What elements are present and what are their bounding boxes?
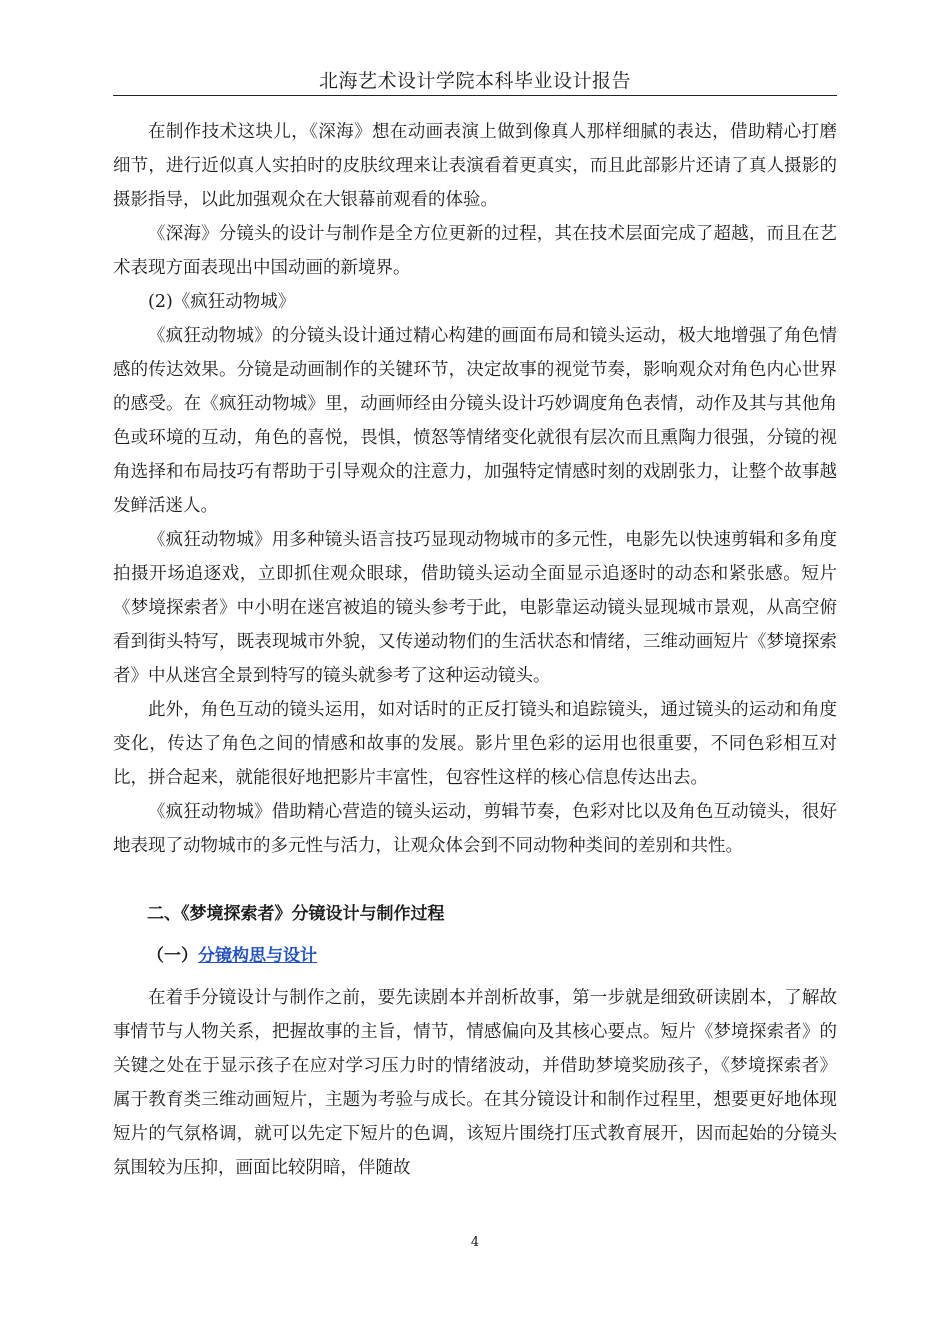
document-body: [113, 115, 837, 1185]
spacer: [113, 931, 837, 939]
page-header: 北海艺术设计学院本科毕业设计报告: [318, 70, 631, 92]
paragraph: 此外，角色互动的镜头运用，如对话时的正反打镜头和追踪镜头，通过镜头的运动和角度变化，传达了角色之间的情感和故事的发展。影片里色彩的运用也很重要，不同色彩相互对比，拼合起来，就能很好地把影片丰富性，包容性这样的核心信息传达出去。: [113, 700, 837, 788]
page-number: 4: [470, 1235, 480, 1250]
section-heading: 二、《梦境探索者》分镜设计与制作过程: [147, 904, 445, 924]
subsection-link[interactable]: 分镜构思与设计: [198, 946, 317, 966]
spacer: [113, 863, 837, 897]
paragraph: 《深海》分镜头的设计与制作是全方位更新的过程，其在技术层面完成了超越，而且在艺术表现方面表现出中国动画的新境界。: [113, 224, 837, 278]
subsection-label: (2)《疯狂动物城》: [148, 292, 296, 312]
paragraph: 在制作技术这块儿，《深海》想在动画表演上做到像真人那样细腻的表达，借助精心打磨细节，进行近似真人实拍时的皮肤纹理来让表演看着更真实，而且此部影片还请了真人摄影的摄影指导，以此加强观众在大银幕前观看的体验。: [113, 122, 837, 210]
subsection-heading: [113, 939, 837, 973]
paragraph: 《疯狂动物城》用多种镜头语言技巧显现动物城市的多元性，电影先以快速剪辑和多角度拍摄开场追逐戏，立即抓住观众眼球，借助镜头运动全面显示追逐时的动态和紧张感。短片《梦境探索者》中小明在迷宫被追的镜头参考于此，电影靠运动镜头显现城市景观，从高空俯看到街头特写，既表现城市外貌，又传递动物们的生活状态和情绪，三维动画短片《梦境探索者》中从迷宫全景到特写的镜头就参考了这种运动镜头。: [113, 530, 837, 686]
header-divider: [113, 95, 837, 96]
spacer: [113, 973, 837, 981]
paragraph: 《疯狂动物城》的分镜头设计通过精心构建的画面布局和镜头运动，极大地增强了角色情感的传达效果。分镜是动画制作的关键环节，决定故事的视觉节奏，影响观众对角色内心世界的感受。在《疯狂动物城》里，动画师经由分镜头设计巧妙调度角色表情，动作及其与其他角色或环境的互动，角色的喜悦，畏惧，愤怒等情绪变化就很有层次而且熏陶力很强，分镜的视角选择和布局技巧有帮助于引导观众的注意力，加强特定情感时刻的戏剧张力，让整个故事越发鲜活迷人。: [113, 326, 837, 516]
subsection-prefix: （一）: [147, 946, 198, 966]
paragraph: 在着手分镜设计与制作之前，要先读剧本并剖析故事，第一步就是细致研读剧本，了解故事情节与人物关系，把握故事的主旨，情节，情感偏向及其核心要点。短片《梦境探索者》的关键之处在于显示孩子在应对学习压力时的情绪波动，并借助梦境奖励孩子，《梦境探索者》属于教育类三维动画短片，主题为考验与成长。在其分镜设计和制作过程里，想要更好地体现短片的气氛格调，就可以先定下短片的色调，该短片围绕打压式教育展开，因而起始的分镜头氛围较为压抑，画面比较阴暗，伴随故: [113, 988, 837, 1178]
paragraph: 《疯狂动物城》借助精心营造的镜头运动，剪辑节奏，色彩对比以及角色互动镜头，很好地表现了动物城市的多元性与活力，让观众体会到不同动物种类间的差别和共性。: [113, 802, 837, 856]
